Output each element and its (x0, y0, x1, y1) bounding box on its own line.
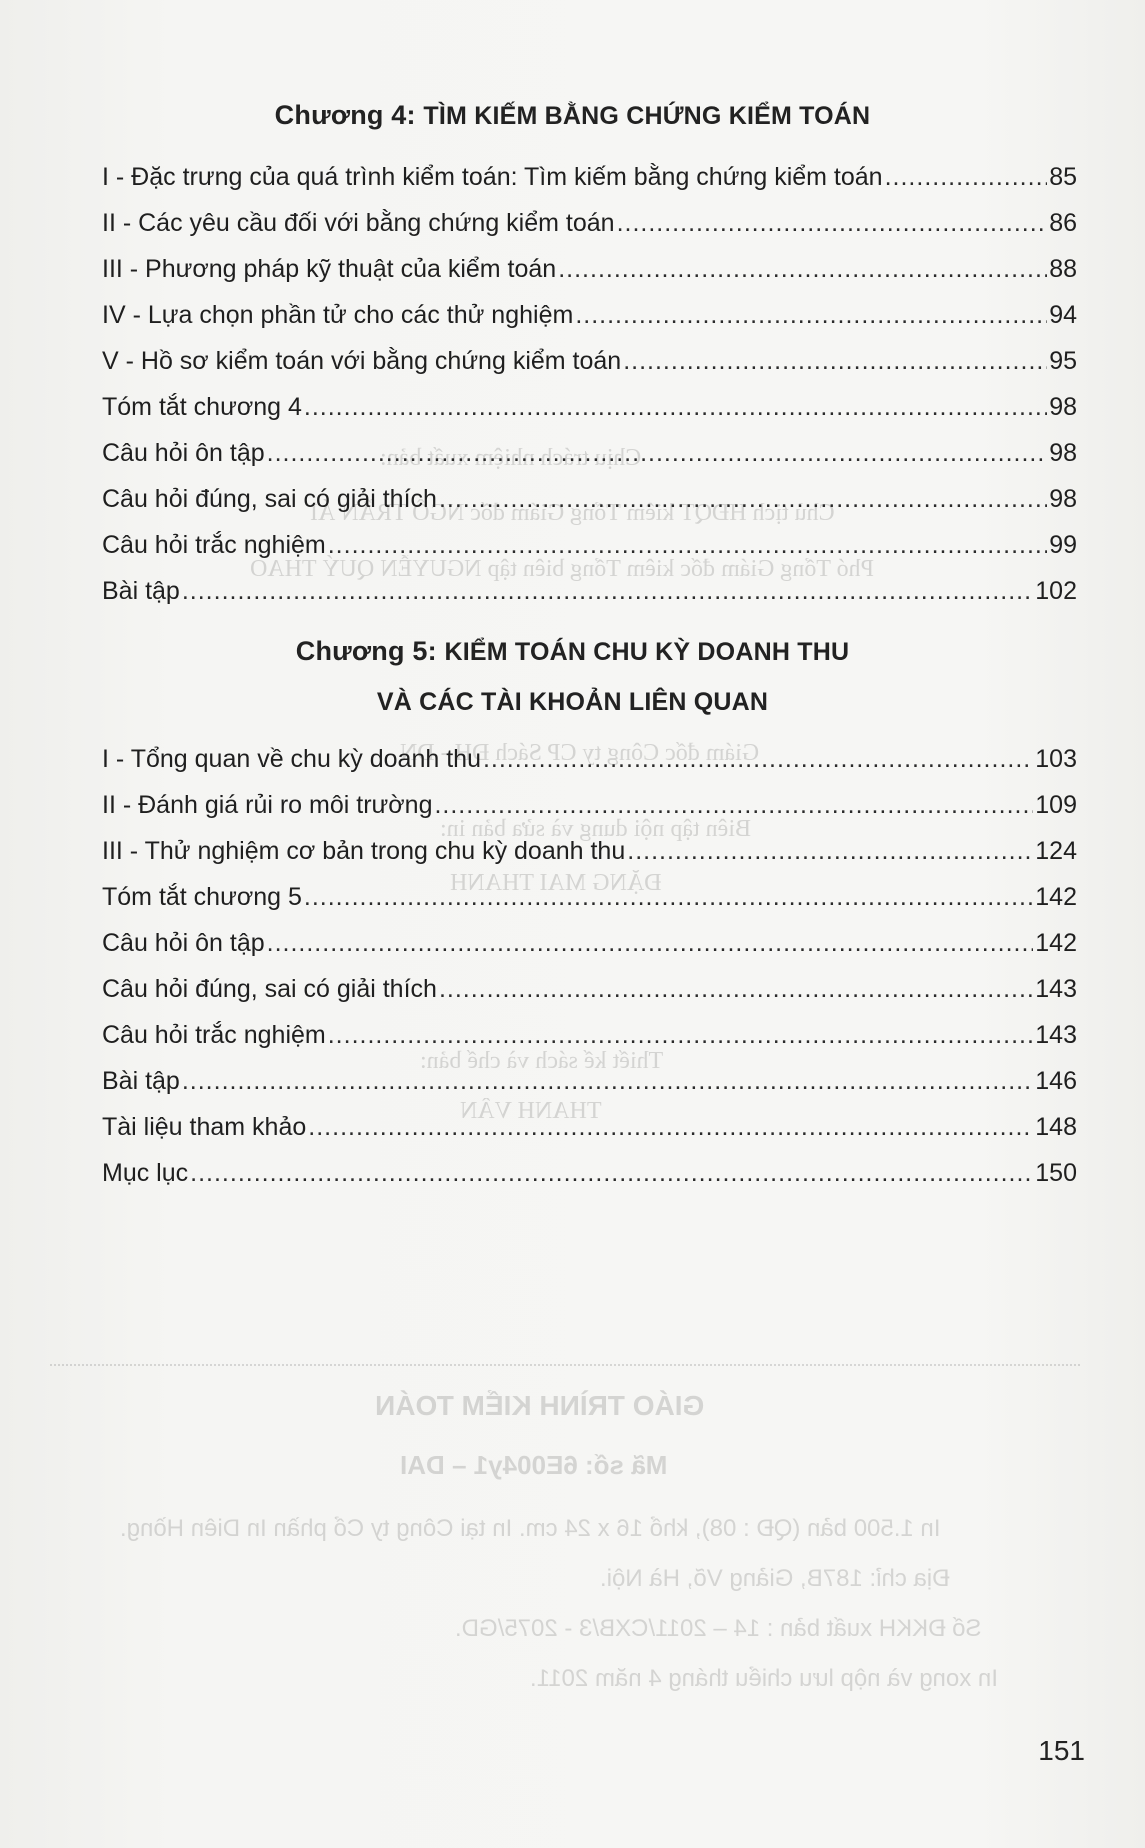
toc-leader-dots (885, 160, 1048, 194)
bleed-line: In 1.500 bản (QĐ : 08), khổ 16 x 24 cm. In tại Công ty Cổ phần In Diên Hồng. (120, 1515, 941, 1542)
toc-entry-label: Câu hỏi ôn tập (102, 439, 265, 467)
toc-entry-page: 99 (1049, 531, 1077, 559)
toc-entry[interactable] (102, 252, 1077, 286)
toc-entry-label: III - Thử nghiệm cơ bản trong chu kỳ doanh thu (102, 837, 626, 865)
toc-entry-label: IV - Lựa chọn phần tử cho các thử nghiệm (102, 301, 574, 329)
toc-entry-page: 85 (1049, 163, 1077, 191)
toc-leader-dots (483, 742, 1033, 776)
toc-leader-dots (617, 206, 1048, 240)
bleed-line: Chủ tịch HĐQT kiêm Tổng Giám đốc NGÔ TRẦN ÁI (310, 500, 835, 526)
bleed-line: Thiết kế sách và chế bản: (420, 1048, 664, 1074)
toc-entry-label: I - Tổng quan về chu kỳ doanh thu (102, 745, 481, 773)
toc-entry-page: 109 (1035, 791, 1077, 819)
bleed-line: Biên tập nội dung và sửa bản in: (440, 816, 751, 842)
toc-leader-dots (267, 926, 1034, 960)
toc-entry[interactable] (102, 436, 1077, 470)
toc-entry-label: Mục lục (102, 1159, 189, 1187)
toc-entry-page: 146 (1035, 1067, 1077, 1095)
toc-leader-dots (558, 252, 1047, 286)
bleed-divider-line (50, 1364, 1080, 1366)
toc-entry-page: 102 (1035, 577, 1077, 605)
toc-entry-label: I - Đặc trưng của quá trình kiểm toán: Tìm kiếm bằng chứng kiểm toán (102, 163, 883, 191)
toc-entry[interactable] (102, 528, 1077, 562)
toc-entry-page: 148 (1035, 1113, 1077, 1141)
toc-entry-page: 143 (1035, 975, 1077, 1003)
toc-entry-page: 150 (1035, 1159, 1077, 1187)
toc-entry-label: Câu hỏi trắc nghiệm (102, 1021, 326, 1049)
toc-entry[interactable] (102, 788, 1077, 822)
toc-leader-dots (304, 390, 1047, 424)
toc-entry-label: III - Phương pháp kỹ thuật của kiểm toán (102, 255, 557, 283)
bleed-line: Mã số: 6E004y1 – DAI (400, 1450, 668, 1480)
bleed-line: THANH VÂN (460, 1098, 602, 1124)
toc-leader-dots (190, 1156, 1033, 1190)
toc-entry-label: II - Các yêu cầu đối với bằng chứng kiểm toán (102, 209, 615, 237)
toc-entry[interactable] (102, 1018, 1077, 1052)
toc-entry-page: 103 (1035, 745, 1077, 773)
chapter-5-title (0, 636, 1145, 667)
toc-entry[interactable] (102, 482, 1077, 516)
toc-leader-dots (328, 1018, 1034, 1052)
toc-entry-label: Câu hỏi đúng, sai có giải thích (102, 975, 437, 1003)
bleed-line: ĐẶNG MAI THANH (450, 870, 662, 896)
toc-entry[interactable] (102, 574, 1077, 608)
bleed-line: Số ĐKKH xuất bản : 14 – 2011/CXB/3 - 2075/GD. (455, 1615, 982, 1642)
chapter-4-prefix: Chương 4: (274, 100, 424, 130)
toc-entry[interactable] (102, 1064, 1077, 1098)
chapter-5-title-line2 (0, 686, 1145, 717)
toc-entry[interactable] (102, 880, 1077, 914)
toc-entry-page: 98 (1049, 485, 1077, 513)
chapter-4-title (0, 100, 1145, 131)
toc-entry[interactable] (102, 1156, 1077, 1190)
toc-leader-dots (623, 344, 1047, 378)
toc-leader-dots (308, 1110, 1033, 1144)
toc-entry[interactable] (102, 160, 1077, 194)
toc-entry-label: Bài tập (102, 577, 180, 605)
chapter-5-caps: KIỂM TOÁN CHU KỲ DOANH THU (444, 638, 850, 666)
bleed-line: Địa chỉ: 187B, Giảng Võ, Hà Nội. (600, 1565, 950, 1592)
toc-entry[interactable] (102, 972, 1077, 1006)
toc-entry-label: Tóm tắt chương 4 (102, 393, 302, 421)
toc-leader-dots (328, 528, 1047, 562)
toc-entry[interactable] (102, 1110, 1077, 1144)
chapter-5-prefix: Chương 5: (295, 636, 445, 666)
toc-entry-page: 95 (1049, 347, 1077, 375)
toc-entry-label: Câu hỏi đúng, sai có giải thích (102, 485, 437, 513)
toc-entry[interactable] (102, 344, 1077, 378)
toc-entry-label: II - Đánh giá rủi ro môi trường (102, 791, 433, 819)
toc-leader-dots (267, 436, 1048, 470)
page-number: 151 (1038, 1735, 1085, 1766)
toc-entry[interactable] (102, 742, 1077, 776)
toc-entry-page: 94 (1049, 301, 1077, 329)
toc-entry-page: 142 (1035, 883, 1077, 911)
toc-leader-dots (304, 880, 1033, 914)
toc-leader-dots (439, 972, 1033, 1006)
toc-entry[interactable] (102, 390, 1077, 424)
toc-entry-page: 143 (1035, 1021, 1077, 1049)
toc-leader-dots (182, 574, 1033, 608)
toc-entry-label: Bài tập (102, 1067, 180, 1095)
bleed-line: Chịu trách nhiệm xuất bản: (380, 445, 642, 471)
toc-entry-page: 86 (1049, 209, 1077, 237)
toc-entry-page: 98 (1049, 393, 1077, 421)
bleed-line: In xong và nộp lưu chiểu tháng 4 năm 2011. (530, 1665, 998, 1692)
toc-entry-label: Câu hỏi trắc nghiệm (102, 531, 326, 559)
toc-entry-label: Câu hỏi ôn tập (102, 929, 265, 957)
toc-leader-dots (575, 298, 1047, 332)
toc-entry-label: V - Hồ sơ kiểm toán với bằng chứng kiểm toán (102, 347, 622, 375)
toc-entry-page: 124 (1035, 837, 1077, 865)
chapter-5-caps-line2: VÀ CÁC TÀI KHOẢN LIÊN QUAN (376, 688, 769, 716)
toc-leader-dots (439, 482, 1047, 516)
toc-entry[interactable] (102, 834, 1077, 868)
toc-entry-label: Tài liệu tham khảo (102, 1113, 307, 1141)
toc-leader-dots (182, 1064, 1033, 1098)
toc-leader-dots (434, 788, 1033, 822)
toc-leader-dots (627, 834, 1033, 868)
toc-entry-page: 98 (1049, 439, 1077, 467)
toc-entry[interactable] (102, 298, 1077, 332)
bleed-line: Giám đốc Công ty CP Sách ĐH - DN (400, 740, 760, 766)
toc-entry[interactable] (102, 206, 1077, 240)
toc-entry[interactable] (102, 926, 1077, 960)
toc-entry-label: Tóm tắt chương 5 (102, 883, 302, 911)
toc-entry-page: 142 (1035, 929, 1077, 957)
toc-entry-page: 88 (1049, 255, 1077, 283)
chapter-4-caps: TÌM KIẾM BẰNG CHỨNG KIỂM TOÁN (423, 102, 871, 130)
bleed-line: Phó Tổng Giám đốc kiêm Tổng biên tập NGUYỄN QUÝ THAO (250, 556, 874, 582)
bleed-line: GIÁO TRÌNH KIỂM TOÁN (375, 1390, 705, 1421)
